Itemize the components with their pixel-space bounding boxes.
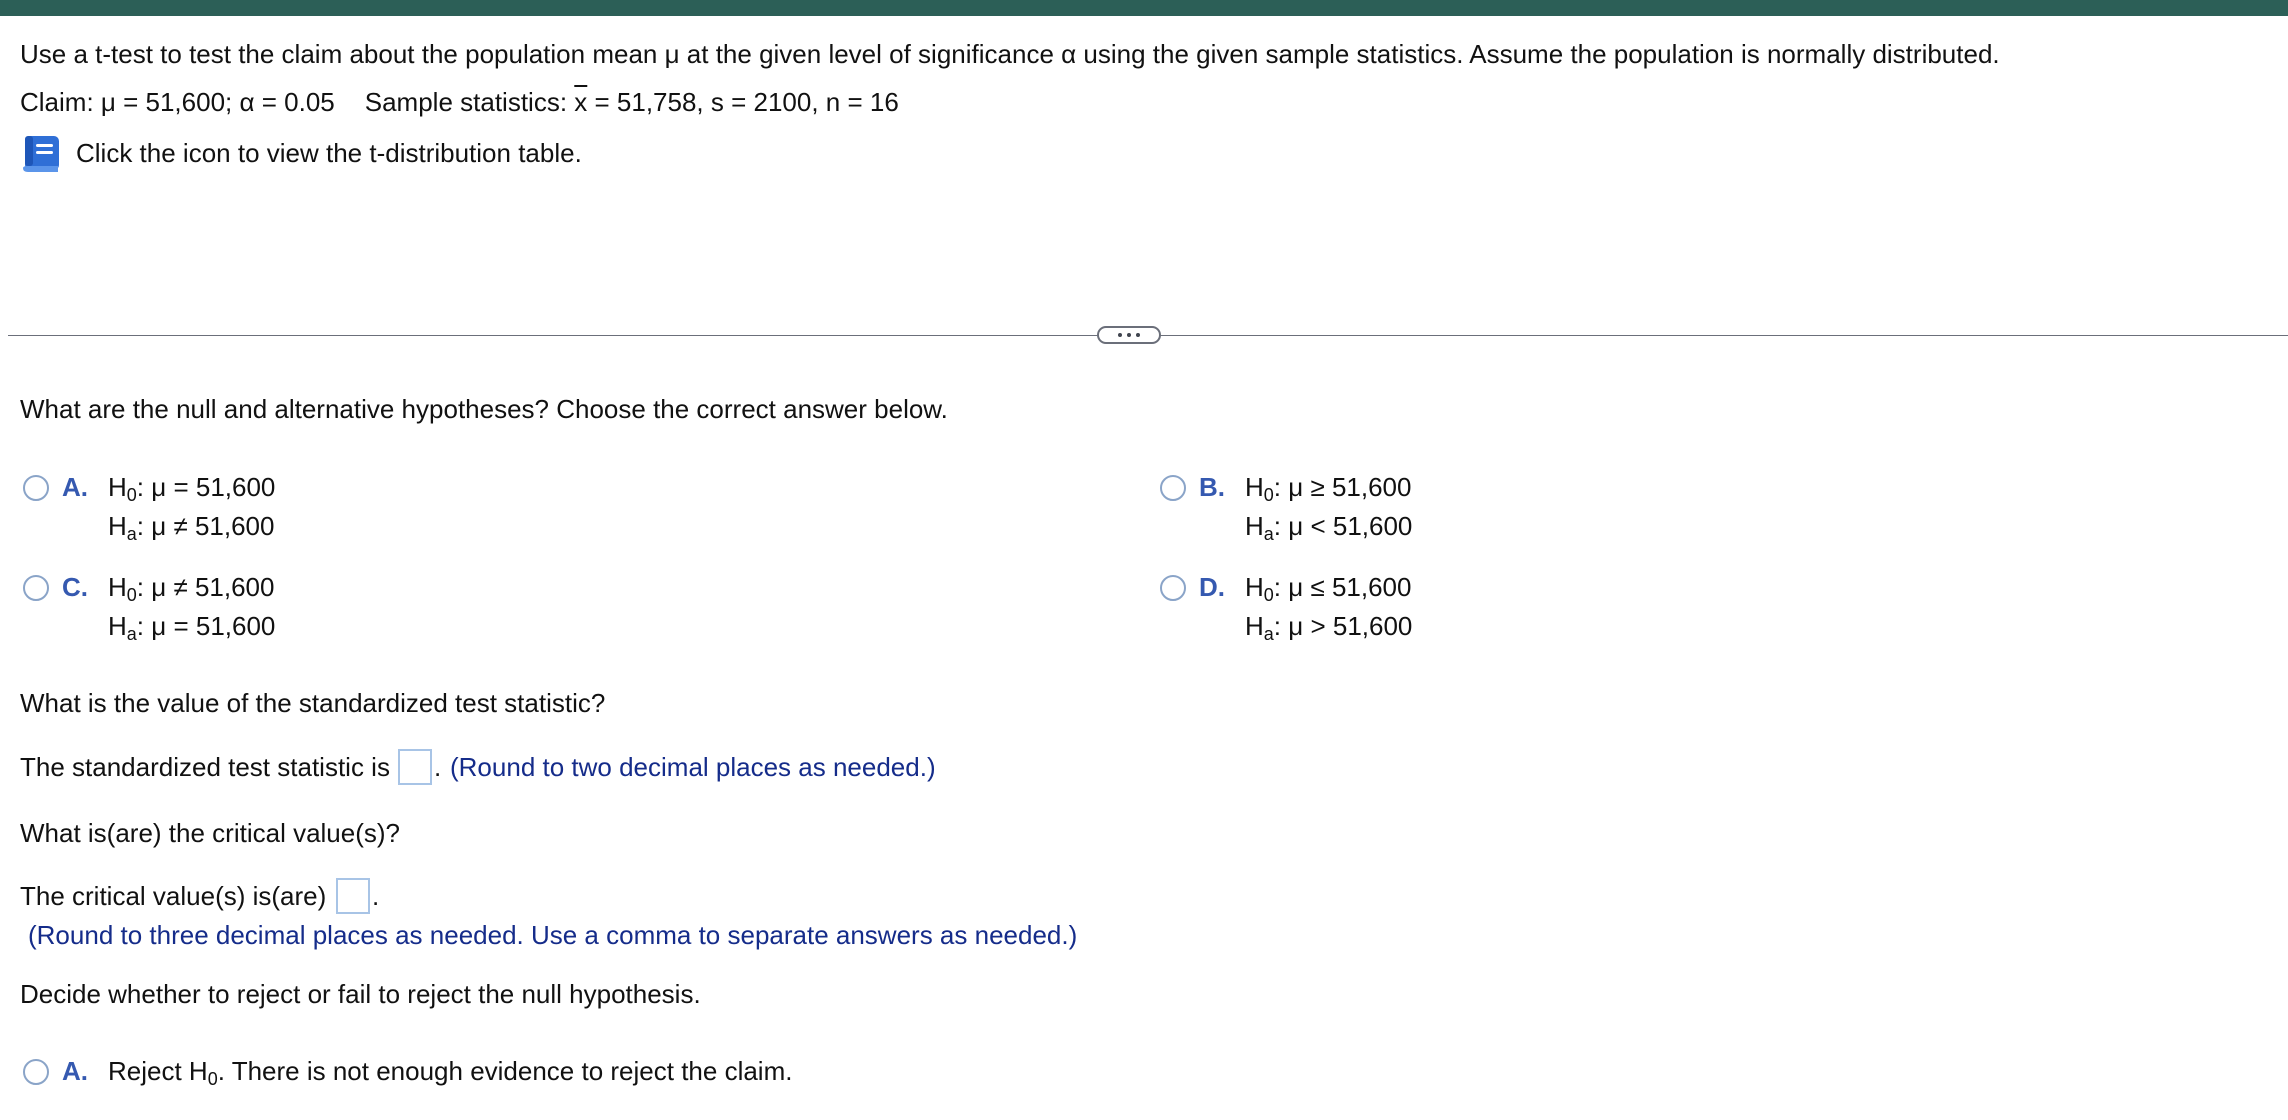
option-a-h0: $H_0$: μ = 51,600 [108,472,276,505]
critical-value-period: . [372,881,380,911]
xbar-symbol: $\overline{x}$ [574,87,588,117]
hypotheses-prompt: What are the null and alternative hypotheses? Choose the correct answer below. [20,394,948,424]
option-d-h0: $H_0$: μ ≤ 51,600 [1245,572,1412,605]
option-d-ha: $H_a$: μ > 51,600 [1245,611,1413,644]
option-a-radio[interactable] [23,475,49,501]
critical-value-label: The critical value(s) is(are) [20,881,327,911]
critical-value-hint: (Round to three decimal places as needed. Use a comma to separate answers as needed.) [28,920,1078,950]
decision-option-a-letter: A. [62,1056,88,1086]
option-c-h0: $H_0$: μ ≠ 51,600 [108,572,275,605]
decision-prompt: Decide whether to reject or fail to reject the null hypothesis. [20,979,701,1009]
book-icon[interactable] [20,134,64,174]
test-statistic-input[interactable] [398,749,432,785]
test-statistic-label: The standardized test statistic is [20,752,390,782]
option-a-letter: A. [62,472,88,502]
option-a-ha: $H_a$: μ ≠ 51,600 [108,511,275,544]
question-instructions: Use a t-test to test the claim about the population mean μ at the given level of significance α using the given sample statistics. Assume the population is normally distributed. [20,39,2000,69]
question-given-values [20,86,899,118]
critical-value-input[interactable] [336,878,370,914]
decision-option-a-text: Reject $H_0$. There is not enough evidence to reject the claim. [108,1056,793,1089]
option-b-letter: B. [1199,472,1225,502]
test-statistic-prompt: What is the value of the standardized test statistic? [20,688,606,718]
t-table-link[interactable]: Click the icon to view the t-distribution table. [76,138,582,168]
option-c-ha: $H_a$: μ = 51,600 [108,611,276,644]
sample-stats-values: = 51,758, s = 2100, n = 16 [587,87,899,117]
option-d-letter: D. [1199,572,1225,602]
decision-option-a-radio[interactable] [23,1059,49,1085]
sample-stats-label: Sample statistics: [364,87,568,117]
option-b-h0: $H_0$: μ ≥ 51,600 [1245,472,1412,505]
ellipsis-icon[interactable] [1097,326,1161,344]
option-b-radio[interactable] [1160,475,1186,501]
option-b-ha: $H_a$: μ < 51,600 [1245,511,1413,544]
option-d-radio[interactable] [1160,575,1186,601]
top-header-bar [0,0,2288,16]
option-c-radio[interactable] [23,575,49,601]
test-statistic-period: . [434,752,442,782]
test-statistic-hint: (Round to two decimal places as needed.) [450,752,936,782]
option-c-letter: C. [62,572,88,602]
critical-value-prompt: What is(are) the critical value(s)? [20,818,400,848]
claim-text: Claim: μ = 51,600; α = 0.05 [20,87,335,117]
